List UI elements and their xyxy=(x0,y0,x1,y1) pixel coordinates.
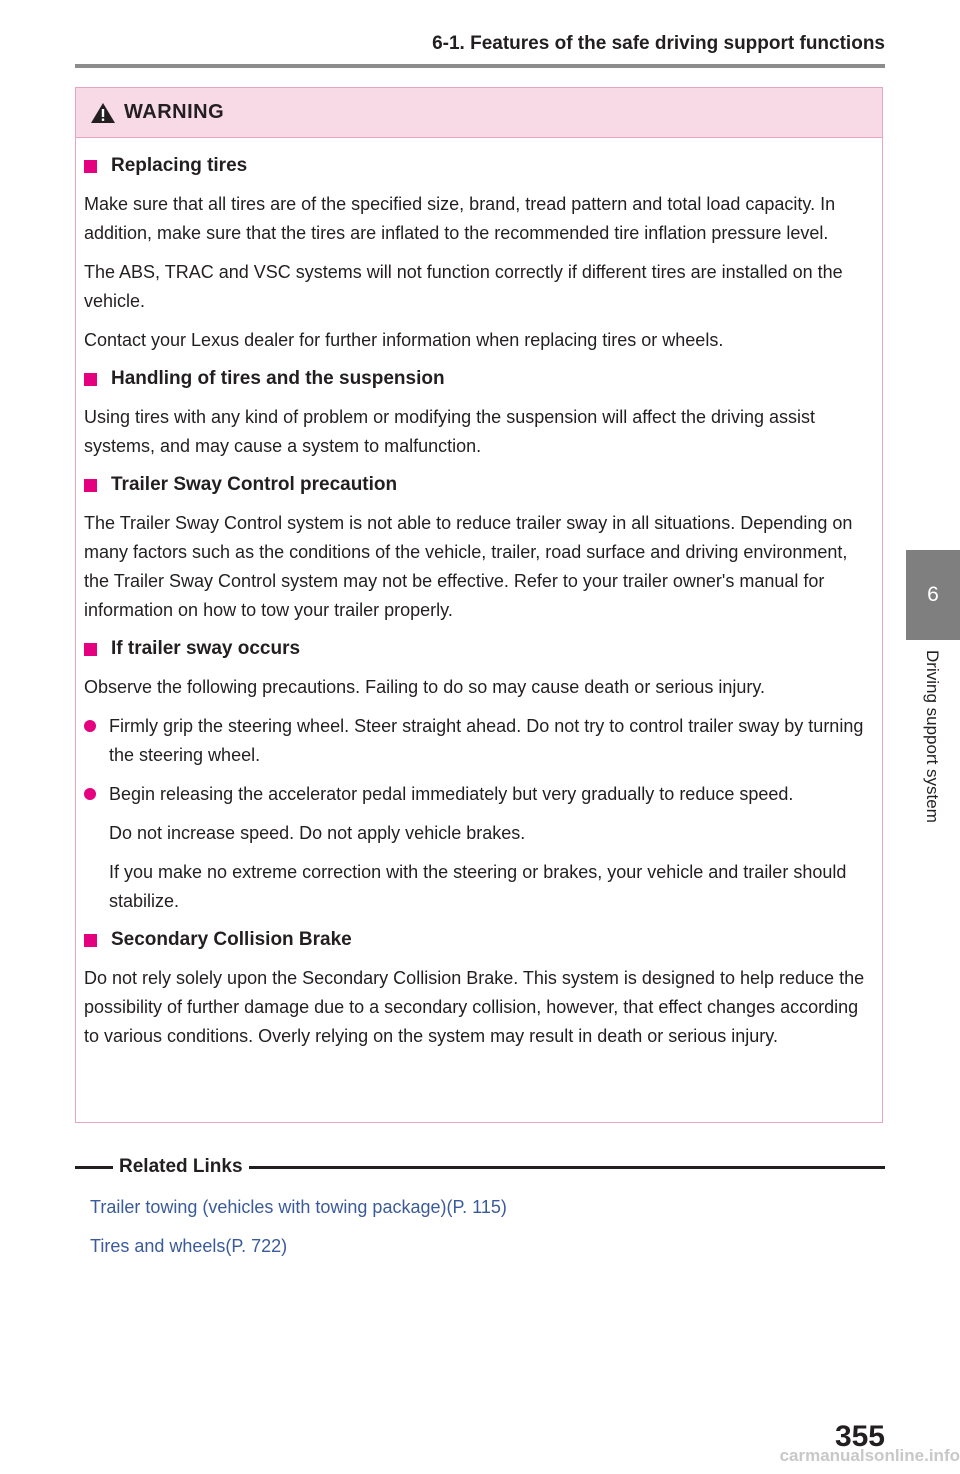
bullet-text: Begin releasing the accelerator pedal immediately but very gradually to reduce speed. xyxy=(109,784,794,804)
related-link-tires-wheels[interactable]: Tires and wheels(P. 722) xyxy=(90,1236,288,1256)
paragraph: Using tires with any kind of problem or modifying the suspension will affect the driving assist systems, and may cause a system to malfunction. xyxy=(84,407,816,456)
square-bullet-icon xyxy=(84,160,97,173)
square-bullet-icon xyxy=(84,934,97,947)
heading-text: Handling of tires and the suspension xyxy=(111,368,445,389)
related-links-title: Related Links xyxy=(119,1156,243,1177)
circle-bullet-icon xyxy=(84,720,96,732)
paragraph: Observe the following precautions. Failing to do so may cause death or serious injury. xyxy=(84,677,766,697)
related-link-trailer-towing[interactable]: Trailer towing (vehicles with towing package)(P. 115) xyxy=(90,1197,507,1217)
bullet-text: Firmly grip the steering wheel. Steer straight ahead. Do not try to control trailer sway by turning the steering wheel. xyxy=(109,716,864,765)
heading-text: If trailer sway occurs xyxy=(111,638,301,659)
square-bullet-icon xyxy=(84,479,97,492)
paragraph: Do not rely solely upon the Secondary Collision Brake. This system is designed to help reduce the possibility of further damage due to a secondary collision, however, that effect changes according to various conditions. Overly relying on the system may result in death or serious injury. xyxy=(84,968,865,1046)
related-rule-left xyxy=(75,1166,113,1169)
circle-bullet-icon xyxy=(84,788,96,800)
section-heading xyxy=(84,365,872,393)
related-links-header xyxy=(75,1152,885,1182)
section-heading xyxy=(84,152,872,180)
warning-box xyxy=(75,87,883,1123)
indented-paragraph: Do not increase speed. Do not apply vehicle brakes. xyxy=(109,823,526,843)
section-heading xyxy=(84,926,872,954)
chapter-tab[interactable] xyxy=(906,550,960,640)
heading-text: Trailer Sway Control precaution xyxy=(111,474,398,495)
heading-text: Secondary Collision Brake xyxy=(111,929,352,950)
chapter-label xyxy=(900,650,960,850)
paragraph: The Trailer Sway Control system is not able to reduce trailer sway in all situations. Depending on many factors such as the conditions of the vehicle, trailer, road surface and driving environment, the Trailer Sway Control system may not be effective. Refer to your trailer owner's manual for information on how to tow your trailer properly. xyxy=(84,513,853,620)
indented-paragraph: If you make no extreme correction with the steering or brakes, your vehicle and trailer should stabilize. xyxy=(109,862,847,911)
watermark: carmanualsonline.info xyxy=(779,1446,960,1465)
paragraph: Make sure that all tires are of the specified size, brand, tread pattern and total load capacity. In addition, make sure that the tires are inflated to the recommended tire inflation pressure level. xyxy=(84,194,836,243)
warning-header xyxy=(76,88,882,138)
paragraph: The ABS, TRAC and VSC systems will not function correctly if different tires are installed on the vehicle. xyxy=(84,262,843,311)
warning-triangle-icon xyxy=(90,102,116,124)
warning-body xyxy=(76,138,882,1051)
bullet-item xyxy=(84,712,872,770)
heading-text: Replacing tires xyxy=(111,155,248,176)
section-heading xyxy=(84,471,872,499)
bullet-item xyxy=(84,780,872,809)
section-heading xyxy=(84,635,872,663)
paragraph: Contact your Lexus dealer for further information when replacing tires or wheels. xyxy=(84,330,724,350)
page-number: 355 xyxy=(834,1420,885,1453)
header-rule xyxy=(75,64,885,68)
related-rule-right xyxy=(249,1166,885,1169)
warning-title: WARNING xyxy=(124,101,225,123)
page-header: 6-1. Features of the safe driving support functions xyxy=(432,33,885,54)
square-bullet-icon xyxy=(84,373,97,386)
chapter-number: 6 xyxy=(927,583,939,606)
square-bullet-icon xyxy=(84,643,97,656)
chapter-label-text: Driving support system xyxy=(923,650,942,823)
